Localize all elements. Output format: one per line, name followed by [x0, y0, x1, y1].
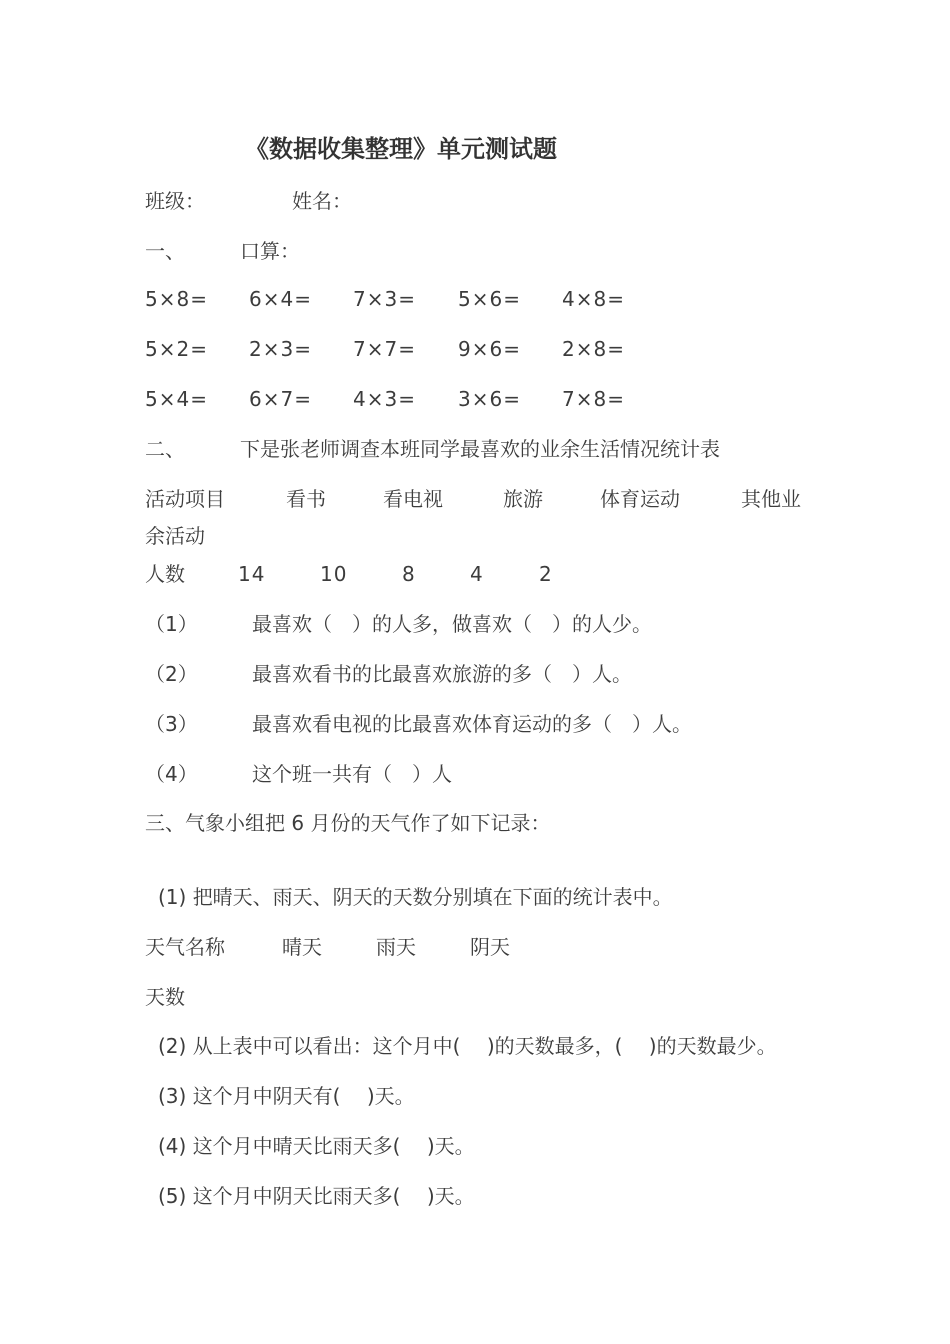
- section3-question-1: (1) 把晴天、雨天、阴天的天数分别填在下面的统计表中。: [158, 885, 673, 909]
- arithmetic-item: 5×8=: [145, 287, 208, 311]
- arithmetic-item: 4×3=: [353, 387, 416, 411]
- arithmetic-item: 4×8=: [562, 287, 625, 311]
- arithmetic-item: 5×4=: [145, 387, 208, 411]
- arithmetic-item: 5×2=: [145, 337, 208, 361]
- name-label: 姓名：: [292, 189, 352, 213]
- table-header-wrap: 余活动: [145, 524, 205, 548]
- table-header-cell: 阴天: [470, 935, 510, 959]
- table-cell: 14: [238, 562, 266, 586]
- question-text: (4) 这个月中晴天比雨天多( )天。: [158, 1134, 475, 1158]
- arithmetic-item: 3×6=: [458, 387, 521, 411]
- question-text: 最喜欢看书的比最喜欢旅游的多（ ）人。: [252, 662, 632, 686]
- table-header-cell: 天气名称: [145, 935, 225, 959]
- table-header-cell: 体育运动: [600, 487, 680, 511]
- table-cell: 10: [320, 562, 348, 586]
- arithmetic-item: 6×4=: [249, 287, 312, 311]
- question-text: (5) 这个月中阴天比雨天多( )天。: [158, 1184, 475, 1208]
- table-row-label: 天数: [145, 985, 185, 1009]
- table-header-cell: 活动项目: [145, 487, 225, 511]
- table-cell: 4: [470, 562, 484, 586]
- arithmetic-item: 7×3=: [353, 287, 416, 311]
- arithmetic-item: 7×8=: [562, 387, 625, 411]
- question-text: 这个班一共有（ ）人: [252, 762, 452, 786]
- question-text: 最喜欢看电视的比最喜欢体育运动的多（ ）人。: [252, 712, 692, 736]
- page-title: 《数据收集整理》单元测试题: [245, 135, 557, 163]
- arithmetic-item: 7×7=: [353, 337, 416, 361]
- section2-label: 下是张老师调查本班同学最喜欢的业余生活情况统计表: [240, 437, 720, 461]
- table-row-label: 人数: [145, 562, 185, 586]
- table-header-cell: 雨天: [376, 935, 416, 959]
- section1-index: 一、: [145, 239, 185, 263]
- table-header-cell: 看电视: [383, 487, 443, 511]
- question-text: 最喜欢（ ）的人多，做喜欢（ ）的人少。: [252, 612, 652, 636]
- section2-index: 二、: [145, 437, 185, 461]
- arithmetic-item: 2×3=: [249, 337, 312, 361]
- table-header-cell: 其他业: [741, 487, 801, 511]
- question-text: (2) 从上表中可以看出：这个月中( )的天数最多，( )的天数最少。: [158, 1034, 777, 1058]
- question-text: (3) 这个月中阴天有( )天。: [158, 1084, 415, 1108]
- section1-label: 口算：: [240, 239, 300, 263]
- arithmetic-item: 9×6=: [458, 337, 521, 361]
- table-header-cell: 看书: [286, 487, 326, 511]
- class-label: 班级：: [145, 189, 205, 213]
- arithmetic-item: 5×6=: [458, 287, 521, 311]
- table-cell: 2: [539, 562, 553, 586]
- question-number: （2）: [145, 662, 198, 686]
- question-number: （4）: [145, 762, 198, 786]
- question-number: （1）: [145, 612, 198, 636]
- section3-label: 三、气象小组把 6 月份的天气作了如下记录：: [145, 811, 551, 835]
- arithmetic-item: 2×8=: [562, 337, 625, 361]
- question-number: （3）: [145, 712, 198, 736]
- arithmetic-item: 6×7=: [249, 387, 312, 411]
- table-header-cell: 晴天: [282, 935, 322, 959]
- table-cell: 8: [402, 562, 416, 586]
- table-header-cell: 旅游: [503, 487, 543, 511]
